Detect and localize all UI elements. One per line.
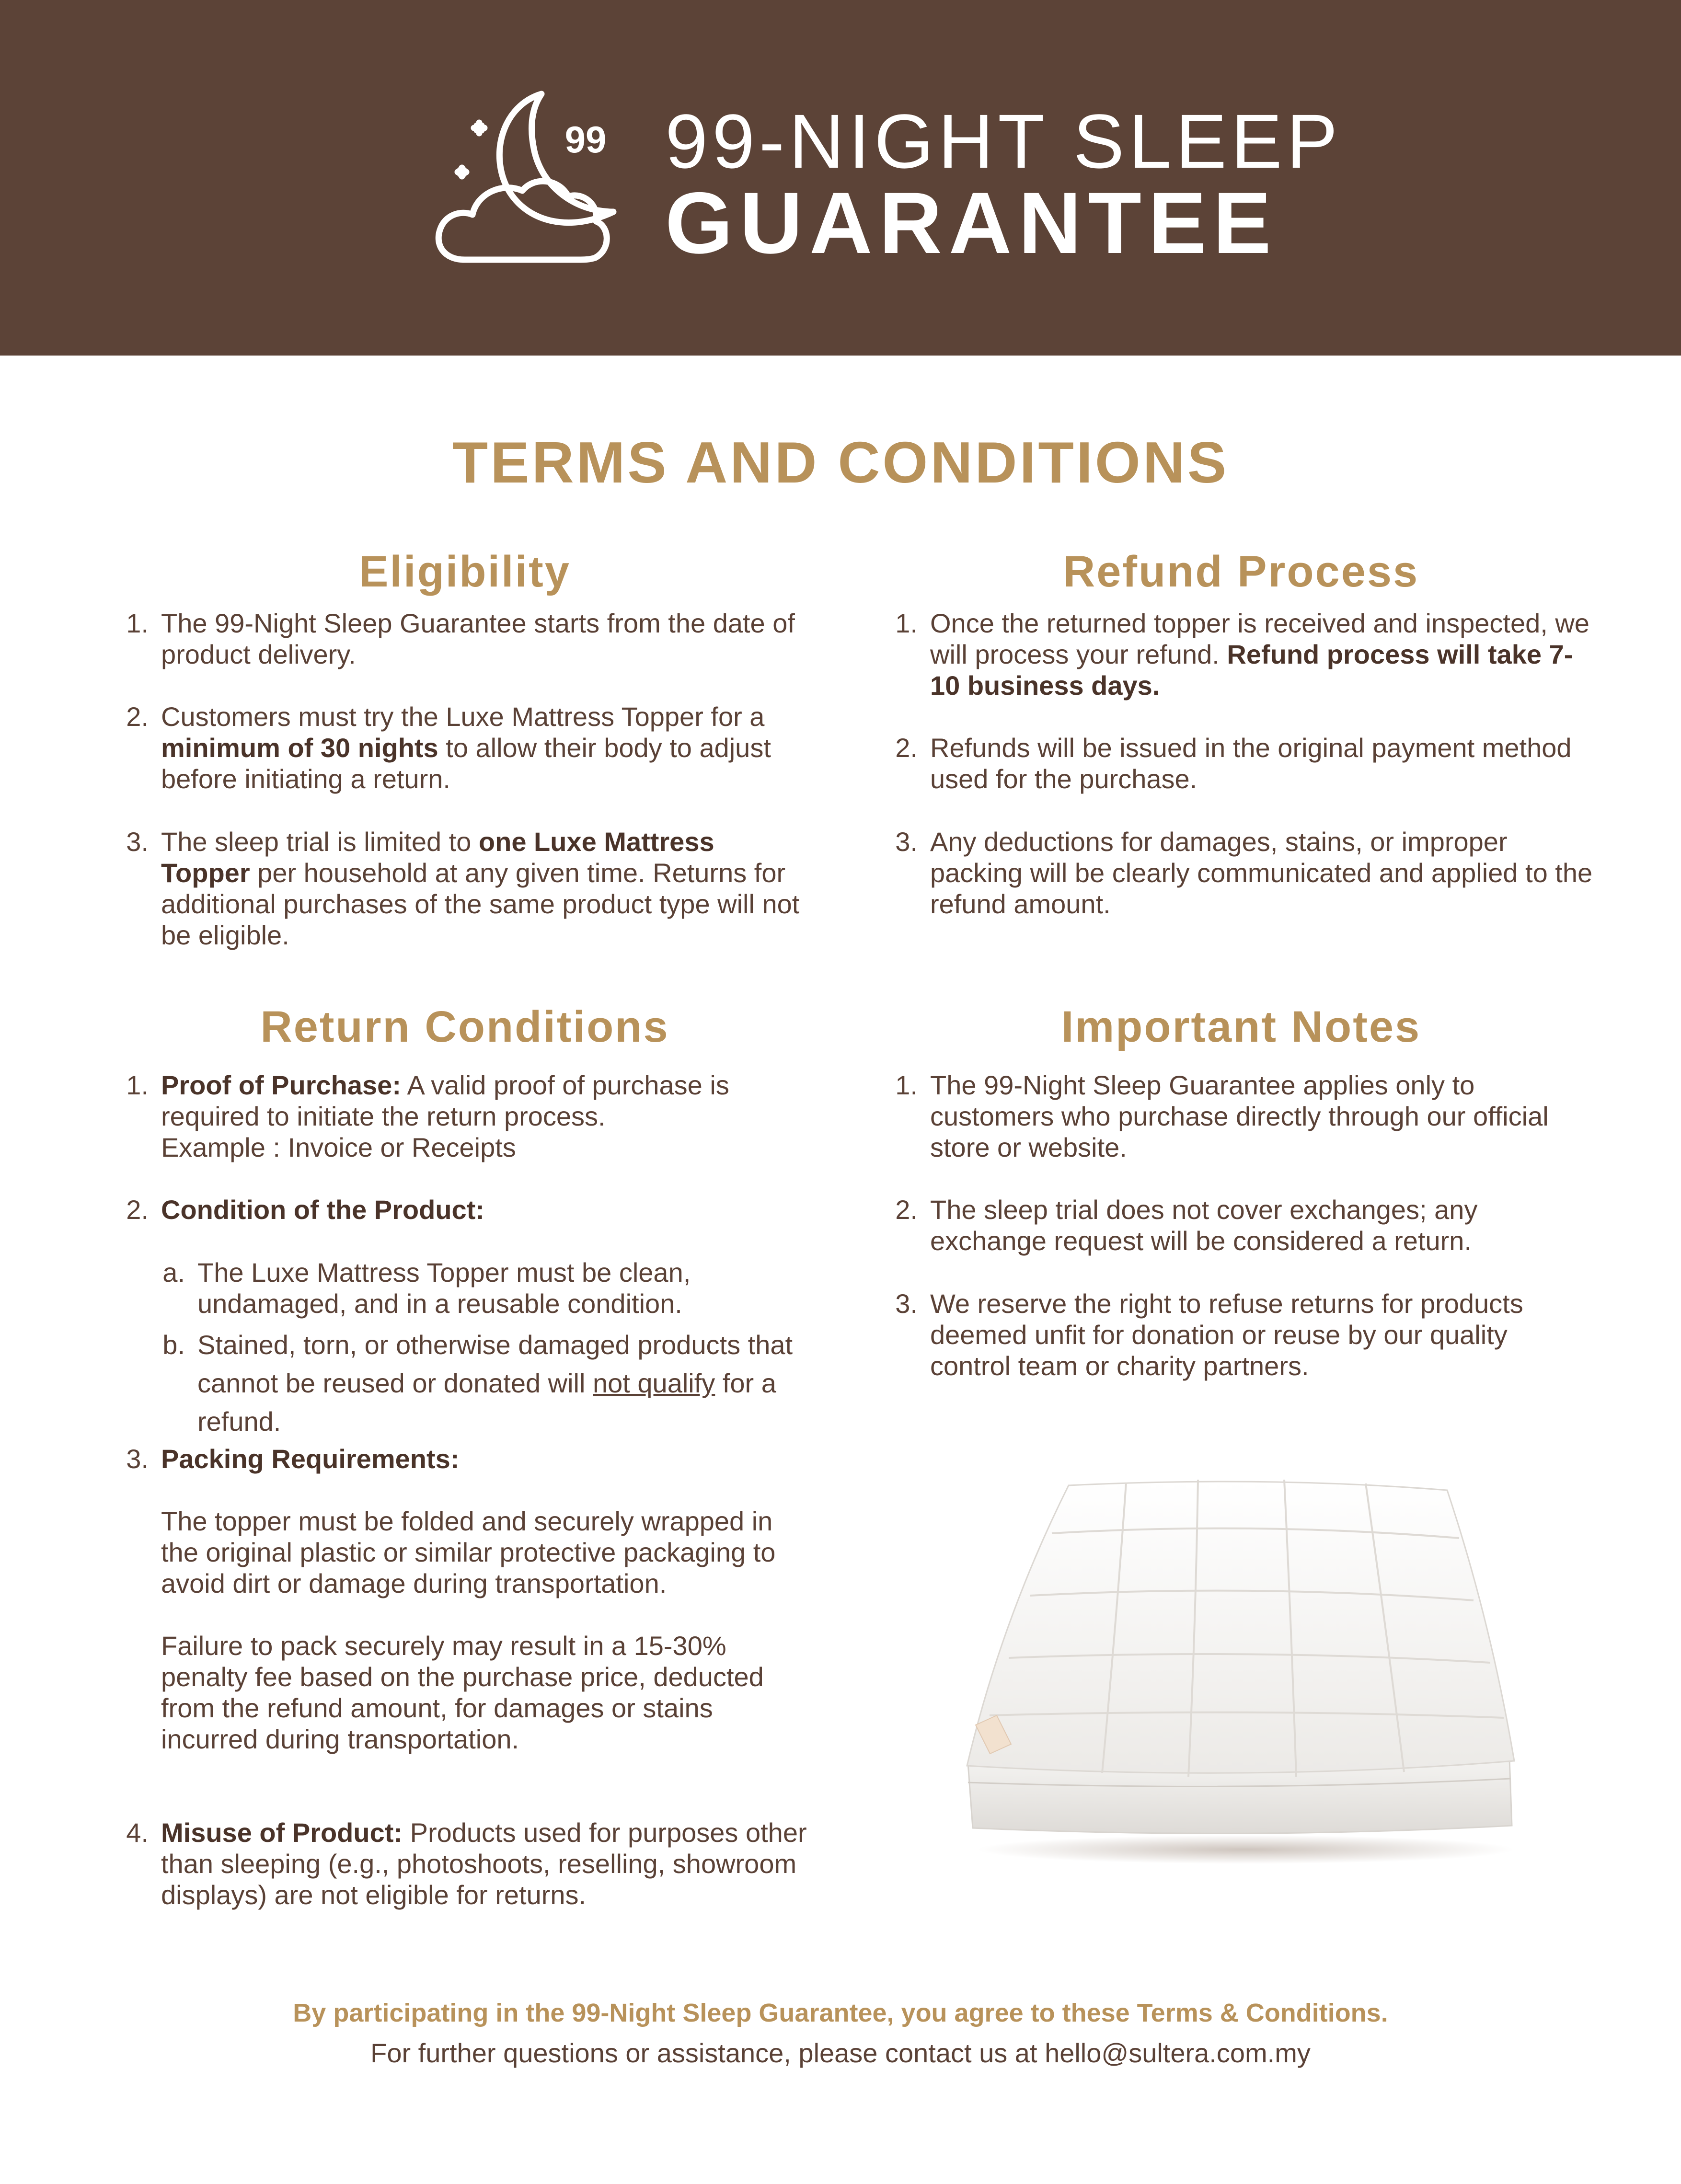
- list-text: Products used for purposes other than sleeping (e.g., photoshoots, reselling, showroom displays) are not eligible for returns.: [161, 1817, 807, 1910]
- agreement-note: By participating in the 99-Night Sleep Guarantee, you agree to these Terms & Conditions.: [293, 1999, 1388, 2027]
- sub-list-text: Stained, torn, or otherwise damaged products that cannot be reused or donated will: [197, 1330, 793, 1398]
- list-item: [120, 826, 810, 951]
- list-text: Refunds will be issued in the original payment method used for the purchase.: [930, 733, 1572, 794]
- emphasis-text: minimum of 30 nights: [161, 733, 438, 763]
- list-text: Any deductions for damages, stains, or improper packing will be clearly communicated and applied to the refund amount.: [930, 827, 1593, 919]
- emphasis-text: Packing Requirements:: [161, 1444, 460, 1474]
- page-title: TERMS AND CONDITIONS: [452, 430, 1229, 495]
- packing-paragraph-2: Failure to pack securely may result in a 15-30% penalty fee based on the purchase price, deducted from the refund amount, for damages or stains incurred during transportation.: [161, 1631, 764, 1754]
- list-item: [120, 701, 810, 794]
- emphasis-text: Proof of Purchase:: [161, 1070, 401, 1100]
- list-item: [120, 1817, 810, 1910]
- sub-list-text: The Luxe Mattress Topper must be clean, undamaged, and in a reusable condition.: [197, 1257, 691, 1319]
- example-text: Example : Invoice or Receipts: [161, 1132, 516, 1162]
- list-text: The 99-Night Sleep Guarantee starts from the date of product delivery.: [161, 608, 795, 669]
- list-text: Once the returned topper is received and inspected, we will process your refund.: [930, 608, 1589, 669]
- list-text: to allow their body to adjust before initiating a return.: [161, 733, 771, 794]
- list-item: [889, 732, 1593, 794]
- sub-list-text: for a refund.: [197, 1368, 776, 1437]
- list-item: [120, 1069, 810, 1163]
- sub-list-item: [161, 1326, 810, 1441]
- return-conditions-heading: Return Conditions: [260, 1002, 669, 1051]
- list-number: 2.: [895, 1195, 918, 1225]
- list-text: The sleep trial is limited to: [161, 827, 479, 857]
- list-item: [889, 826, 1593, 920]
- mattress-topper-image: [958, 1476, 1524, 1869]
- list-number: 2.: [895, 733, 918, 763]
- packing-paragraph-1: The topper must be folded and securely wrapped in the original plastic or similar protective packaging to avoid dirt or damage during transportation.: [161, 1506, 776, 1598]
- sub-list-item: [161, 1257, 810, 1319]
- list-text: We reserve the right to refuse returns for products deemed unfit for donation or reuse by our quality control team or charity partners.: [930, 1288, 1523, 1381]
- eligibility-heading: Eligibility: [359, 547, 571, 596]
- sub-list-letter: a.: [162, 1257, 185, 1287]
- list-number: 3.: [895, 1288, 918, 1319]
- list-text: The 99-Night Sleep Guarantee applies only to customers who purchase directly through our official store or website.: [930, 1070, 1549, 1162]
- list-item: [120, 1194, 810, 1225]
- list-item: [120, 608, 810, 670]
- list-number: 3.: [895, 827, 918, 857]
- list-item: [889, 608, 1593, 701]
- emphasis-text: Misuse of Product:: [161, 1817, 403, 1848]
- list-text: per household at any given time. Returns for additional purchases of the same product type will not be eligible.: [161, 858, 800, 950]
- list-number: 1.: [126, 608, 149, 638]
- moon-cloud-stars-icon: [431, 86, 633, 268]
- refund-process-heading: Refund Process: [1063, 547, 1419, 596]
- list-number: 2.: [126, 1195, 149, 1225]
- list-item: [889, 1288, 1593, 1381]
- guarantee-title-line2: GUARANTEE: [665, 174, 1278, 272]
- list-number: 3.: [126, 827, 149, 857]
- right-column: [889, 541, 1593, 1452]
- list-item: [889, 1194, 1593, 1256]
- header-banner: [0, 0, 1681, 356]
- list-text: Customers must try the Luxe Mattress Topper for a: [161, 701, 765, 732]
- list-number: 2.: [126, 701, 149, 732]
- list-item: [120, 1443, 810, 1474]
- contact-note: For further questions or assistance, please contact us at hello@sultera.com.my: [370, 2038, 1311, 2068]
- list-number: 1.: [895, 608, 918, 638]
- list-text: A valid proof of purchase is required to initiate the return process.: [161, 1070, 729, 1131]
- emphasis-text: one Luxe Mattress Topper: [161, 827, 714, 888]
- logo-number: 99: [564, 118, 607, 161]
- left-column: [120, 541, 810, 1979]
- sub-list-letter: b.: [162, 1330, 185, 1360]
- list-item: [889, 1069, 1593, 1163]
- emphasis-text: Condition of the Product:: [161, 1195, 484, 1225]
- guarantee-title-line1: 99-NIGHT SLEEP: [665, 98, 1342, 184]
- important-notes-heading: Important Notes: [1061, 1002, 1421, 1051]
- list-text: The sleep trial does not cover exchanges; any exchange request will be considered a return.: [930, 1195, 1478, 1256]
- emphasis-text: Refund process will take 7-10 business days.: [930, 639, 1573, 701]
- list-number: 1.: [126, 1070, 149, 1100]
- underlined-text: not qualify: [593, 1368, 715, 1398]
- list-number: 3.: [126, 1444, 149, 1474]
- list-number: 4.: [126, 1817, 149, 1848]
- list-number: 1.: [895, 1070, 918, 1100]
